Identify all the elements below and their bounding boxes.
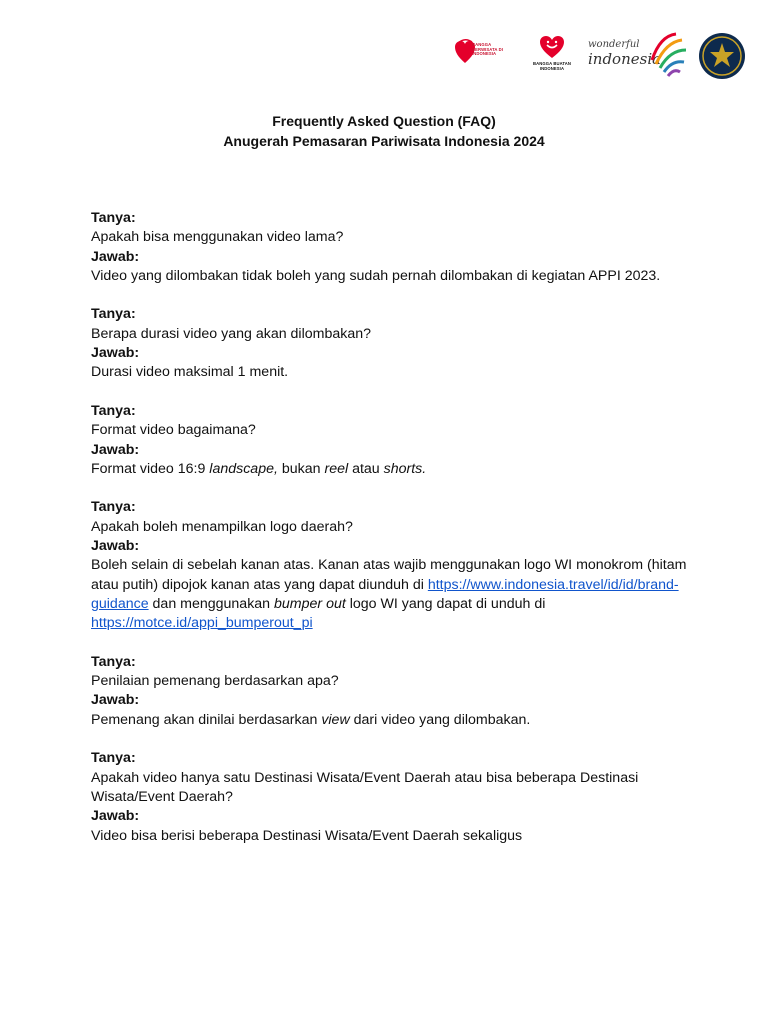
answer-segment: Pemenang akan dinilai berdasarkan <box>91 711 322 728</box>
wonderful-indonesia-logo <box>588 28 688 84</box>
bumper-out-link[interactable]: https://motce.id/appi_bumperout_pi <box>91 615 313 632</box>
answer-label: Jawab: <box>91 441 140 458</box>
title-block <box>0 111 768 151</box>
answer-segment: atau <box>348 460 384 477</box>
answer-italic: bumper out <box>274 595 346 612</box>
faq-item <box>91 498 691 633</box>
emblem-seal-icon <box>698 32 746 80</box>
indonesia-text: indonesia <box>588 50 662 68</box>
logo-strip <box>454 28 746 84</box>
wonderful-text: wonderful <box>588 39 640 50</box>
question-label: Tanya: <box>91 653 136 670</box>
answer-segment: bukan <box>277 460 325 477</box>
answer-text: Durasi video maksimal 1 menit. <box>91 364 289 381</box>
answer-italic: shorts. <box>383 460 427 477</box>
answer-text: Video yang dilombakan tidak boleh yang sudah pernah dilombakan di kegiatan APPI 2023. <box>91 267 661 284</box>
faq-item <box>91 305 691 382</box>
ministry-emblem <box>698 28 746 84</box>
faq-item <box>91 209 691 286</box>
faq-item <box>91 653 691 730</box>
answer-text <box>91 556 691 633</box>
answer-label: Jawab: <box>91 538 140 555</box>
answer-label: Jawab: <box>91 692 140 709</box>
question-label: Tanya: <box>91 402 136 419</box>
bangga-buatan-logo <box>526 28 578 84</box>
answer-italic: reel <box>324 460 349 477</box>
answer-label: Jawab: <box>91 345 140 362</box>
answer-italic: view <box>321 711 350 728</box>
brand-guidance-link[interactable]: https://www.indonesia.travel/id/id/brand-guidance <box>91 576 679 612</box>
answer-label: Jawab: <box>91 808 140 825</box>
answer-segment: Format video 16:9 <box>91 460 210 477</box>
answer-italic: landscape, <box>209 460 278 477</box>
answer-segment: dari video yang dilombakan. <box>349 711 531 728</box>
question-label: Tanya: <box>91 306 136 323</box>
question-label: Tanya: <box>91 210 136 226</box>
page-title: Frequently Asked Question (FAQ) <box>272 113 496 129</box>
bbi-caption: BANGGA BERWISATA DI INDONESIA <box>472 42 504 57</box>
bangga-berwisata-logo <box>454 28 516 84</box>
bbwi-caption: BANGGA BUATAN INDONESIA <box>533 61 571 71</box>
faq-list <box>91 209 691 865</box>
answer-text <box>91 711 691 730</box>
answer-segment: dan menggunakan <box>148 595 275 612</box>
question-text: Apakah bisa menggunakan video lama? <box>91 229 344 246</box>
faq-item <box>91 402 691 479</box>
question-text: Berapa durasi video yang akan dilombakan? <box>91 325 371 342</box>
answer-text <box>91 460 691 479</box>
answer-text: Video bisa berisi beberapa Destinasi Wisata/Event Daerah sekaligus <box>91 827 523 844</box>
question-label: Tanya: <box>91 499 136 516</box>
question-text: Apakah boleh menampilkan logo daerah? <box>91 518 353 535</box>
faq-item <box>91 749 691 845</box>
question-label: Tanya: <box>91 750 136 767</box>
garuda-bird-icon <box>646 30 688 78</box>
question-text: Format video bagaimana? <box>91 422 256 439</box>
page-subtitle: Anugerah Pemasaran Pariwisata Indonesia 2024 <box>223 133 545 149</box>
question-text: Apakah video hanya satu Destinasi Wisata/Event Daerah atau bisa beberapa Destinasi Wisata/Event Daerah? <box>91 769 639 805</box>
heart-smile-icon <box>537 30 567 60</box>
answer-segment: Boleh selain di sebelah kanan atas. Kanan atas wajib menggunakan logo WI monokrom (hitam atau putih) dipojok kanan atas yang dapat diunduh di <box>91 557 687 593</box>
answer-label: Jawab: <box>91 248 140 265</box>
answer-segment: logo WI yang dapat di unduh di <box>345 595 546 612</box>
question-text: Penilaian pemenang berdasarkan apa? <box>91 673 339 690</box>
